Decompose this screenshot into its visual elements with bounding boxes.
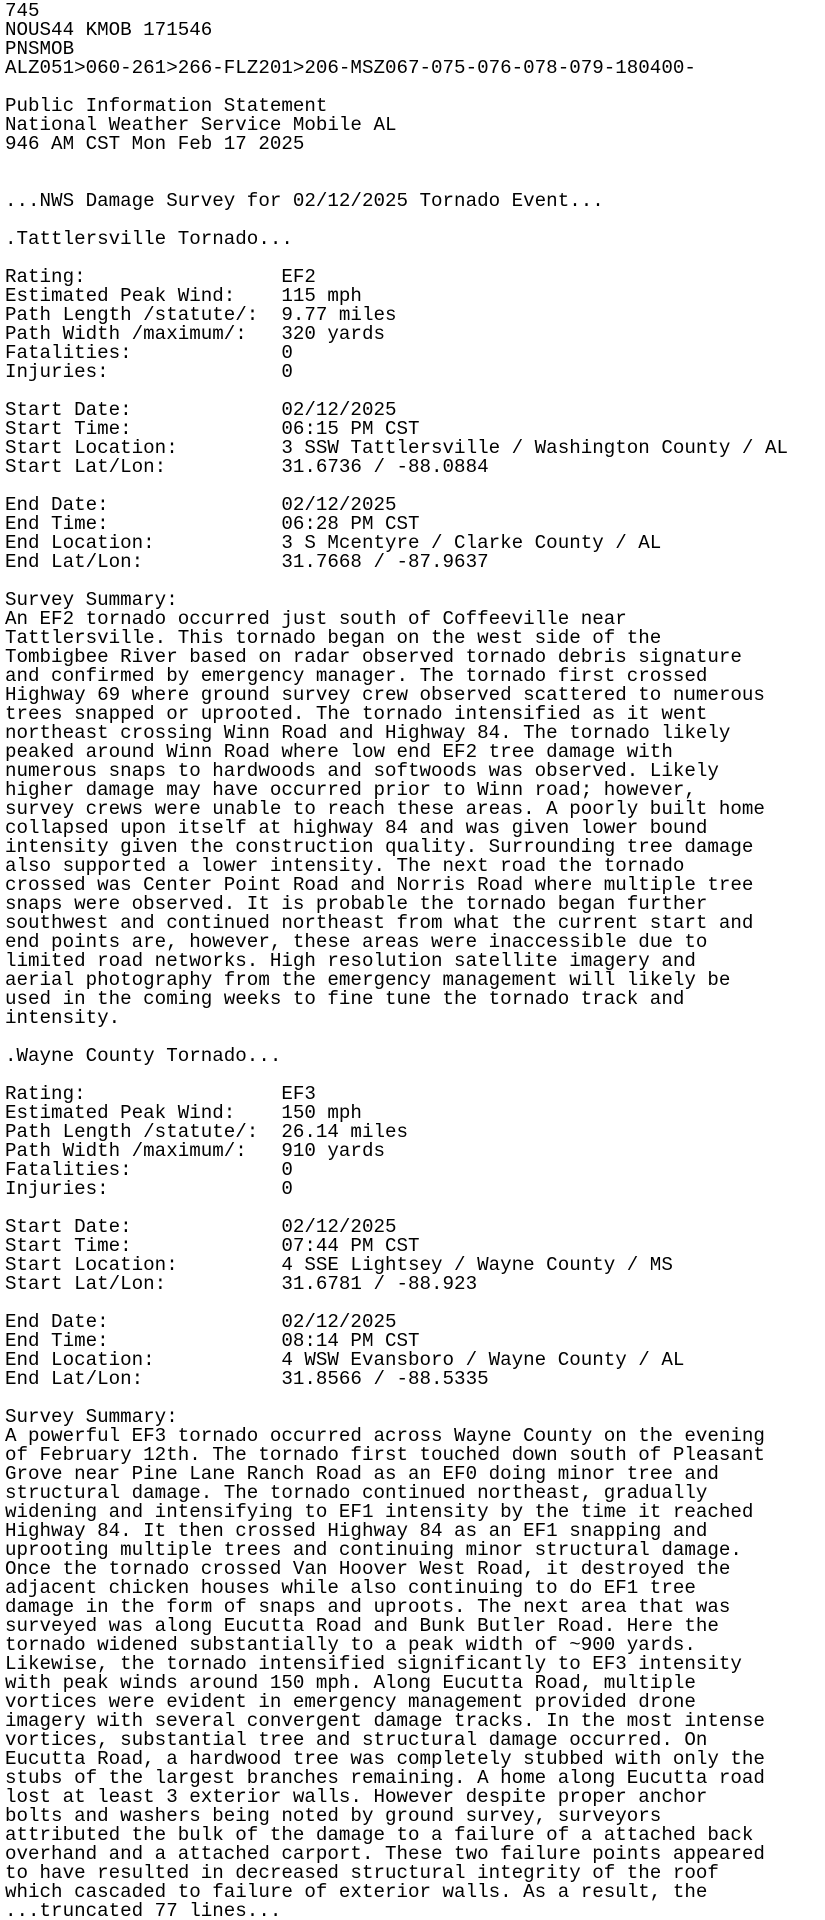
bulletin-line: Highway 69 where ground survey crew observed scattered to numerous	[5, 684, 765, 706]
bulletin-line: An EF2 tornado occurred just south of Coffeeville near	[5, 608, 627, 630]
bulletin-line: Estimated Peak Wind: 150 mph	[5, 1102, 362, 1124]
bulletin-line: which cascaded to failure of exterior walls. As a result, the	[5, 1881, 708, 1903]
bulletin-line: End Location: 3 S Mcentyre / Clarke County / AL	[5, 532, 662, 554]
bulletin-line: Start Time: 07:44 PM CST	[5, 1235, 420, 1257]
bulletin-line: to have resulted in decreased structural integrity of the roof	[5, 1862, 719, 1884]
bulletin-line: ...truncated 77 lines...	[5, 1900, 282, 1920]
bulletin-line: tornado widened substantially to a peak width of ~900 yards.	[5, 1634, 696, 1656]
bulletin-line: .Wayne County Tornado...	[5, 1045, 282, 1067]
bulletin-line: NOUS44 KMOB 171546	[5, 19, 213, 41]
bulletin-line: End Lat/Lon: 31.7668 / -87.9637	[5, 551, 489, 573]
bulletin-line: lost at least 3 exterior walls. However despite proper anchor	[5, 1786, 708, 1808]
bulletin-line: Start Location: 3 SSW Tattlersville / Washington County / AL	[5, 437, 788, 459]
bulletin-line: adjacent chicken houses while also continuing to do EF1 tree	[5, 1577, 696, 1599]
bulletin-line: northeast crossing Winn Road and Highway 84. The tornado likely	[5, 722, 731, 744]
bulletin-line: End Location: 4 WSW Evansboro / Wayne County / AL	[5, 1349, 685, 1371]
bulletin-line: Estimated Peak Wind: 115 mph	[5, 285, 362, 307]
bulletin-line: imagery with several convergent damage tracks. In the most intense	[5, 1710, 765, 1732]
bulletin-line: Start Location: 4 SSE Lightsey / Wayne County / MS	[5, 1254, 673, 1276]
bulletin-line: Once the tornado crossed Van Hoover West Road, it destroyed the	[5, 1558, 731, 1580]
bulletin-line: collapsed upon itself at highway 84 and was given lower bound	[5, 817, 708, 839]
bulletin-line: Path Width /maximum/: 320 yards	[5, 323, 385, 345]
bulletin-line: widening and intensifying to EF1 intensity by the time it reached	[5, 1501, 754, 1523]
bulletin-line: Survey Summary:	[5, 1406, 178, 1428]
bulletin-line: Fatalities: 0	[5, 1159, 293, 1181]
bulletin-line: Start Date: 02/12/2025	[5, 399, 397, 421]
bulletin-line: structural damage. The tornado continued northeast, gradually	[5, 1482, 708, 1504]
bulletin-line: vortices, substantial tree and structural damage occurred. On	[5, 1729, 708, 1751]
bulletin-line: Start Lat/Lon: 31.6736 / -88.0884	[5, 456, 489, 478]
bulletin-line: Start Time: 06:15 PM CST	[5, 418, 420, 440]
bulletin-line: Rating: EF3	[5, 1083, 316, 1105]
bulletin-line: of February 12th. The tornado first touched down south of Pleasant	[5, 1444, 765, 1466]
bulletin-line: overhand and a attached carport. These two failure points appeared	[5, 1843, 765, 1865]
bulletin-line: ...NWS Damage Survey for 02/12/2025 Tornado Event...	[5, 190, 604, 212]
bulletin-line: southwest and continued northeast from what the current start and	[5, 912, 754, 934]
bulletin-line: damage in the form of snaps and uproots. The next area that was	[5, 1596, 731, 1618]
bulletin-line: stubs of the largest branches remaining. A home along Eucutta road	[5, 1767, 765, 1789]
bulletin-line: Path Length /statute/: 26.14 miles	[5, 1121, 409, 1143]
bulletin-line: limited road networks. High resolution satellite imagery and	[5, 950, 696, 972]
bulletin-line: aerial photography from the emergency management will likely be	[5, 969, 731, 991]
bulletin-line: also supported a lower intensity. The next road the tornado	[5, 855, 685, 877]
bulletin-line: survey crews were unable to reach these areas. A poorly built home	[5, 798, 765, 820]
bulletin-line: Eucutta Road, a hardwood tree was completely stubbed with only the	[5, 1748, 765, 1770]
bulletin-line: Tombigbee River based on radar observed tornado debris signature	[5, 646, 742, 668]
bulletin-line: bolts and washers being noted by ground survey, surveyors	[5, 1805, 662, 1827]
bulletin-line: snaps were observed. It is probable the tornado began further	[5, 893, 708, 915]
bulletin-line: End Lat/Lon: 31.8566 / -88.5335	[5, 1368, 489, 1390]
bulletin-line: trees snapped or uprooted. The tornado intensified as it went	[5, 703, 708, 725]
bulletin-line: surveyed was along Eucutta Road and Bunk Butler Road. Here the	[5, 1615, 719, 1637]
bulletin-line: 745	[5, 0, 40, 22]
bulletin-line: End Date: 02/12/2025	[5, 494, 397, 516]
bulletin-line: peaked around Winn Road where low end EF2 tree damage with	[5, 741, 673, 763]
bulletin-line: End Time: 06:28 PM CST	[5, 513, 420, 535]
bulletin-line: intensity given the construction quality. Surrounding tree damage	[5, 836, 754, 858]
bulletin-line: Tattlersville. This tornado began on the west side of the	[5, 627, 662, 649]
bulletin-line: A powerful EF3 tornado occurred across Wayne County on the evening	[5, 1425, 765, 1447]
bulletin-line: used in the coming weeks to fine tune the tornado track and	[5, 988, 685, 1010]
bulletin-line: Injuries: 0	[5, 1178, 293, 1200]
bulletin-line: higher damage may have occurred prior to Winn road; however,	[5, 779, 696, 801]
bulletin-line: Grove near Pine Lane Ranch Road as an EF0 doing minor tree and	[5, 1463, 719, 1485]
bulletin-line: ALZ051>060-261>266-FLZ201>206-MSZ067-075-076-078-079-180400-	[5, 57, 696, 79]
bulletin-line: Path Length /statute/: 9.77 miles	[5, 304, 397, 326]
bulletin-line: PNSMOB	[5, 38, 75, 60]
bulletin-line: End Date: 02/12/2025	[5, 1311, 397, 1333]
bulletin-line: Start Lat/Lon: 31.6781 / -88.923	[5, 1273, 478, 1295]
bulletin-line: .Tattlersville Tornado...	[5, 228, 293, 250]
bulletin-line: Path Width /maximum/: 910 yards	[5, 1140, 385, 1162]
bulletin-line: intensity.	[5, 1007, 121, 1029]
bulletin-line: Highway 84. It then crossed Highway 84 as an EF1 snapping and	[5, 1520, 708, 1542]
bulletin-line: numerous snaps to hardwoods and softwoods was observed. Likely	[5, 760, 719, 782]
bulletin-line: Fatalities: 0	[5, 342, 293, 364]
bulletin-line: attributed the bulk of the damage to a failure of a attached back	[5, 1824, 754, 1846]
bulletin-line: Survey Summary:	[5, 589, 178, 611]
bulletin-line: with peak winds around 150 mph. Along Eucutta Road, multiple	[5, 1672, 696, 1694]
bulletin-line: vortices were evident in emergency management provided drone	[5, 1691, 696, 1713]
bulletin-line: Public Information Statement	[5, 95, 328, 117]
bulletin-line: uprooting multiple trees and continuing minor structural damage.	[5, 1539, 742, 1561]
bulletin-line: 946 AM CST Mon Feb 17 2025	[5, 133, 305, 155]
bulletin-line: Rating: EF2	[5, 266, 316, 288]
bulletin-line: End Time: 08:14 PM CST	[5, 1330, 420, 1352]
bulletin-line: end points are, however, these areas were inaccessible due to	[5, 931, 708, 953]
bulletin-line: Injuries: 0	[5, 361, 293, 383]
bulletin-line: Likewise, the tornado intensified significantly to EF3 intensity	[5, 1653, 742, 1675]
bulletin-line	[5, 154, 825, 173]
bulletin-line: Start Date: 02/12/2025	[5, 1216, 397, 1238]
bulletin-line: and confirmed by emergency manager. The tornado first crossed	[5, 665, 708, 687]
bulletin-line: National Weather Service Mobile AL	[5, 114, 397, 136]
bulletin-line: crossed was Center Point Road and Norris Road where multiple tree	[5, 874, 754, 896]
